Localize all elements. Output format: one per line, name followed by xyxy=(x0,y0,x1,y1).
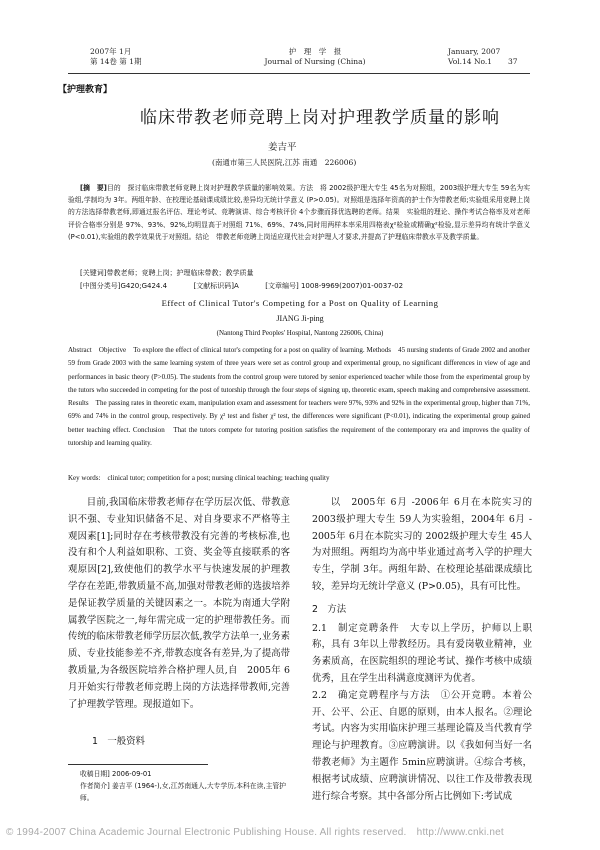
classification-line xyxy=(80,281,530,292)
keywords-label: [关键词] xyxy=(80,269,107,277)
header-journal-cn: 护 理 学 报 xyxy=(288,47,342,56)
section-tag: 【护理教育】 xyxy=(58,85,113,95)
keywords-cn xyxy=(68,268,530,279)
section-heading-general: 1 一般资料 xyxy=(92,736,145,747)
abstract-label: [摘 要] xyxy=(80,184,107,192)
english-author: JIANG Ji-ping xyxy=(276,314,324,323)
section-heading-methods: 2 方法 xyxy=(312,603,347,615)
abstract-text: 目的 探讨临床带教老师竞聘上岗对护理教学质量的影响效果。方法 将 2002级护理大专生 45名为对照组，2003级护理大专生 59名为实验组,学制均为 3年。两组年龄、在校理论基础课成绩比较,差异均无统计学意义 (P>0.05)。对照组是选择年资高的护士作为带教老师;实验组采用竞聘上岗的方法选择带教老师,即通过报名评估、理论考试、竞聘演讲、综合考核评价 4个步骤而择优选聘的老师。结果 实验组的理论、操作考试合格率及对老师评价合格率分别是 97%、93%、92%,均明显高于对照组 71%、69%、74%,同时用两样本率采用四格表χ²检验或精确χ²检验,显示差异均有统计学意义 (P<0.01),实验组的教学效果优于对照组。结论 带教老师竞聘上岗适应现代社会对护理人才要求,并提高了护理临床带教水平及教学质量。 xyxy=(68,184,530,241)
copyright-notice: © 1994-2007 China Academic Journal Electronic Publishing House. All rights reserved. http://www.cnki.net xyxy=(6,827,504,838)
author-bio: 作者简介] 姜吉平 (1964-),女,江苏南通人,大专学历,本科在读,主管护师。 xyxy=(80,782,286,802)
materials-paragraph: 以 2005年 6月 -2006年 6月在本院实习的 2003级护理大专生 59人为实验组，2004年 6月 - 2005年 6月在本院实习的 2002级护理大专生 45人为对照组。两组均为高中毕业通过高考入学的护理大专生，学制 3年。两组年龄、在校理论基础课成绩比较，差异均无统计学意义 (P>0.05)，具有可比性。 xyxy=(312,497,532,592)
body-right-column xyxy=(312,495,532,805)
method-2-2-paragraph: 2.2 确定竞聘程序与方法 ①公开竞聘。本着公开、公平、公正、自愿的原则，由本人报名。②理论考试。内容为实用临床护理三基理论篇及当代教育学理论与护理教育。③应聘演讲。以《我如何当好一名带教老师》为主题作 5min应聘演讲。④综合考核，根据考试成绩、应聘演讲情况、以往工作及带教表现进行综合考察。其中各部分所占比例如下:考试成 xyxy=(312,689,532,802)
intro-paragraph: 目前,我国临床带教老师存在学历层次低、带教意识不强、专业知识储备不足、对自身要求不严格等主观因素[1];同时存在考核带教没有完善的考核标准,也没有和个人利益如职称、工资、奖金等直接联系的客观原因[2],致使他们的教学水平与快速发展的护理教学存在差距,带教质量不高,加强对带教老师的选拔培养是保证教学质量的关键因素之一。本院为南通大学附属教学医院之一,每年需完成一定的护理带教任务。而传统的临床带教老师学历层次低,教学方法单一,业务素质、专业技能参差不齐,带教态度各有差异,为了提高带教质量,为各级医院培养合格护理人员,自 2005年 6月开始实行带教老师竞聘上岗的方法选择带教师,完善了护理教学管理。现报道如下。 xyxy=(68,497,290,710)
english-affiliation: (Nantong Third Peoples' Hospital, Nantong 226006, China) xyxy=(216,329,384,337)
article-title: 临床带教老师竞聘上岗对护理教学质量的影响 xyxy=(140,108,500,128)
header-issue-vol: Vol.14 No.1 xyxy=(448,57,493,66)
header-volume: 第 14卷 第 1期 xyxy=(90,57,142,66)
header-rule xyxy=(68,73,530,74)
author-name: 姜吉平 xyxy=(268,142,297,153)
footnote xyxy=(80,768,292,804)
received-date: 收稿日期] 2006-09-01 xyxy=(80,770,152,778)
method-2-1-paragraph: 2.1 制定竞聘条件 大专以上学历，护师以上职称，具有 3年以上带教经历。具有爱岗敬业精神，业务素质高，在医院组织的理论考试、操作考核中成绩优秀，且在学生出科满意度测评为优者。 xyxy=(312,622,532,684)
footnote-rule xyxy=(68,764,208,765)
header-issue xyxy=(448,47,500,67)
header-date: 2007年 1月 xyxy=(90,47,132,56)
english-abstract: Abstract Objective To explore the effect of clinical tutor's competing for a post on quality of learning. Methods 45 nursing students of Grade 2002 and another 59 from Grade 2003 with the same learning system of three years were set as control group and experimental group, no significant differences in view of age and performances in basic theory (P>0.05). The students from the control group were tutored by senior experienced teacher while those from the experimental group by the tutors who succeeded in competing for the post of tutorship through the four steps of signing up, theoretic exam, speech making and comprehensive assessment. Results The passing rates in theoretic exam, manipulation exam and assessment for teachers were 97%, 93% and 92% in the experimental group, higher than 71%, 69% and 74% in the control group, respectively. By χ² test and fisher χ² test, the differences were significant (P<0.01), indicating the experimental group gained better teaching effect. Conclusion That the tutors compete for tutoring position satisfies the requirement of the contemporary era and improves the quality of tutorship and learning quality. xyxy=(68,346,530,448)
english-title: Effect of Clinical Tutor's Competing for a Post on Quality of Learning xyxy=(161,298,439,308)
english-keywords: Key words: clinical tutor; competition for a post; nursing clinical teaching; teaching quality xyxy=(68,474,330,482)
body-left-column xyxy=(68,495,290,713)
clc-number: [中图分类号]G420;G424.4 xyxy=(80,282,168,290)
header-journal xyxy=(240,47,390,67)
keywords-text: 带教老师；竞聘上岗；护理临床带教；教学质量 xyxy=(106,269,254,277)
header-issue-date: January, 2007 xyxy=(448,47,501,56)
page-number: 37 xyxy=(508,57,518,66)
header-journal-en: Journal of Nursing (China) xyxy=(264,57,366,66)
article-number: [文章编号] 1008-9969(2007)01-0037-02 xyxy=(265,282,404,290)
document-code: [文献标识码]A xyxy=(193,282,239,290)
author-affiliation: (南通市第三人民医院,江苏 南通 226006) xyxy=(212,158,357,167)
header-date-volume xyxy=(90,47,141,67)
abstract-cn xyxy=(68,182,530,243)
